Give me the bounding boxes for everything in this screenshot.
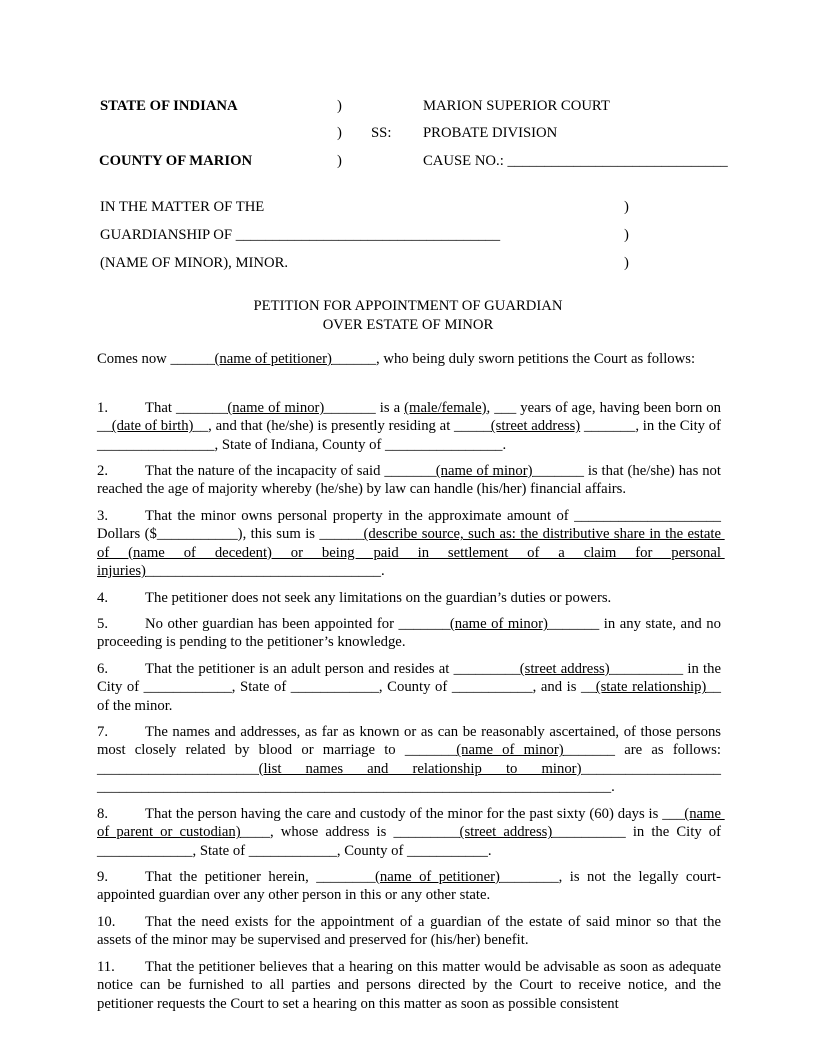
caption-paren: ) [337, 98, 342, 114]
paragraph-number: 6. [97, 661, 109, 677]
matter-paren: ) [624, 199, 629, 215]
caption-paren: ) [337, 125, 342, 141]
paragraph-number: 3. [97, 508, 109, 524]
minor-name-field[interactable]: (name of minor) [456, 742, 564, 759]
paragraph-number: 9. [97, 869, 109, 885]
street-address-field[interactable]: (street address) [459, 824, 553, 841]
relatives-list-field[interactable]: (list names and relationship to minor) [258, 760, 582, 777]
paragraph-7 [97, 723, 725, 797]
paragraph-number: 7. [97, 724, 109, 740]
text: The names and addresses, as far as known or as can be reasonably ascertained, of those persons most closely related by blood or marriage to _______ [97, 724, 725, 759]
text: Comes now ______ [97, 351, 215, 367]
petitioner-name-field[interactable]: (name of petitioner) [374, 869, 500, 885]
court-name: MARION SUPERIOR COURT [423, 98, 610, 114]
text: ________, is not the legally court-appointed guardian over any other person in this or any other state. [97, 869, 722, 904]
paragraph-1 [97, 399, 725, 454]
text: __________ in the City of _____________, State of ____________, County of ___________. [97, 824, 725, 859]
paragraph-5 [97, 615, 725, 652]
matter-paren: ) [624, 227, 629, 243]
minor-name-field[interactable]: (name of minor) [227, 400, 325, 416]
text: That the petitioner believes that a hearing on this matter would be advisable as soon as adequate notice can be furnished to all parties and persons directed by the Court to receive notice, and the petitioner requests the Court to set a hearing on this matter as soon as possible consistent [97, 959, 725, 1012]
custodian-name-field[interactable]: (name of parent or custodian) [97, 806, 725, 841]
text: The petitioner does not seek any limitations on the guardian’s duties or powers. [145, 590, 612, 606]
paragraph-4 [97, 589, 721, 607]
text: _______ in any state, and no proceeding is pending to the petitioner’s knowledge. [97, 616, 725, 651]
matter-line-3: (NAME OF MINOR), MINOR. [100, 255, 289, 271]
intro-paragraph [97, 350, 721, 368]
text: _______ is that (he/she) has not reached the age of majority whereby (he/she) by law can handle (his/her) financial affairs. [97, 463, 725, 498]
text: That _______ [145, 400, 228, 416]
street-address-field[interactable]: (street address) [519, 661, 610, 677]
court-division: PROBATE DIVISION [423, 125, 558, 141]
paragraph-number: 5. [97, 616, 109, 632]
text: _______ are as follows: ______________________ [97, 742, 725, 777]
text: That the minor owns personal property in the approximate amount of ____________________ Dollars ($___________), this sum is ______ [97, 508, 725, 543]
text: ___________________ ______________________________________________________________________. [97, 760, 725, 796]
paragraph-2 [97, 462, 725, 499]
cause-number-field[interactable]: CAUSE NO.: ______________________________ [423, 153, 728, 169]
text: That the need exists for the appointment of a guardian of the estate of said minor so that the assets of the minor may be supervised and preserved for (his/her) benefit. [97, 914, 725, 949]
date-of-birth-field[interactable]: (date of birth) [111, 418, 194, 435]
guardianship-of-field[interactable]: GUARDIANSHIP OF ____________________________________ [100, 227, 501, 243]
text: ____, whose address is _________ [240, 824, 460, 841]
text: No other guardian has been appointed for _______ [145, 616, 450, 632]
paragraph-number: 2. [97, 463, 109, 479]
minor-name-field[interactable]: (name of minor) [449, 616, 548, 632]
paragraph-8 [97, 805, 725, 860]
paragraph-11 [97, 958, 725, 1013]
relationship-field[interactable]: (state relationship) [595, 679, 707, 696]
document-title [0, 297, 816, 334]
text: That the person having the care and custody of the minor for the past sixty (60) days is ___ [145, 806, 685, 822]
paragraph-number: 11. [97, 959, 115, 975]
paragraph-number: 8. [97, 806, 109, 822]
caption-paren: ) [337, 153, 342, 169]
text: ________________________________. [145, 563, 385, 580]
paragraph-number: 4. [97, 590, 109, 606]
paragraph-number: 10. [97, 914, 116, 930]
sex-field[interactable]: (male/female) [404, 400, 487, 416]
text: __ of the minor. [97, 679, 725, 714]
paragraph-6 [97, 660, 725, 715]
petitioner-name-field[interactable]: (name of petitioner) [214, 351, 332, 367]
text: __________ in the City of ____________, State of ____________, County of ___________, and is __ [97, 661, 725, 696]
state-label: STATE OF INDIANA [100, 98, 238, 114]
street-address-field[interactable]: (street address) [490, 418, 581, 435]
ss-label: SS: [371, 125, 392, 141]
paragraph-10 [97, 913, 725, 950]
paragraph-9 [97, 868, 721, 905]
paragraph-number: 1. [97, 400, 109, 416]
text: _______, in the City of ________________, State of Indiana, County of ________________. [97, 418, 725, 453]
text: _______ is a [324, 400, 405, 416]
text: That the petitioner herein, ________ [145, 869, 375, 885]
county-label: COUNTY OF MARION [99, 153, 253, 169]
matter-line-1: IN THE MATTER OF THE [100, 199, 265, 215]
property-source-field[interactable]: (describe source, such as: the distributive share in the estate of (name of decedent) or being paid in settlement of a claim for personal injuries) [97, 526, 725, 580]
text: ______, who being duly sworn petitions the Court as follows: [331, 351, 696, 367]
text: That the nature of the incapacity of said _______ [145, 463, 436, 479]
paragraph-3 [97, 507, 725, 581]
title-line-2: OVER ESTATE OF MINOR [322, 316, 494, 333]
text: , ___ years of age, having been born on __ [97, 400, 725, 435]
minor-name-field[interactable]: (name of minor) [435, 463, 533, 479]
text: __, and that (he/she) is presently residing at _____ [193, 418, 491, 435]
text: That the petitioner is an adult person and resides at _________ [145, 661, 520, 677]
matter-paren: ) [624, 255, 629, 271]
title-line-1: PETITION FOR APPOINTMENT OF GUARDIAN [253, 298, 563, 314]
